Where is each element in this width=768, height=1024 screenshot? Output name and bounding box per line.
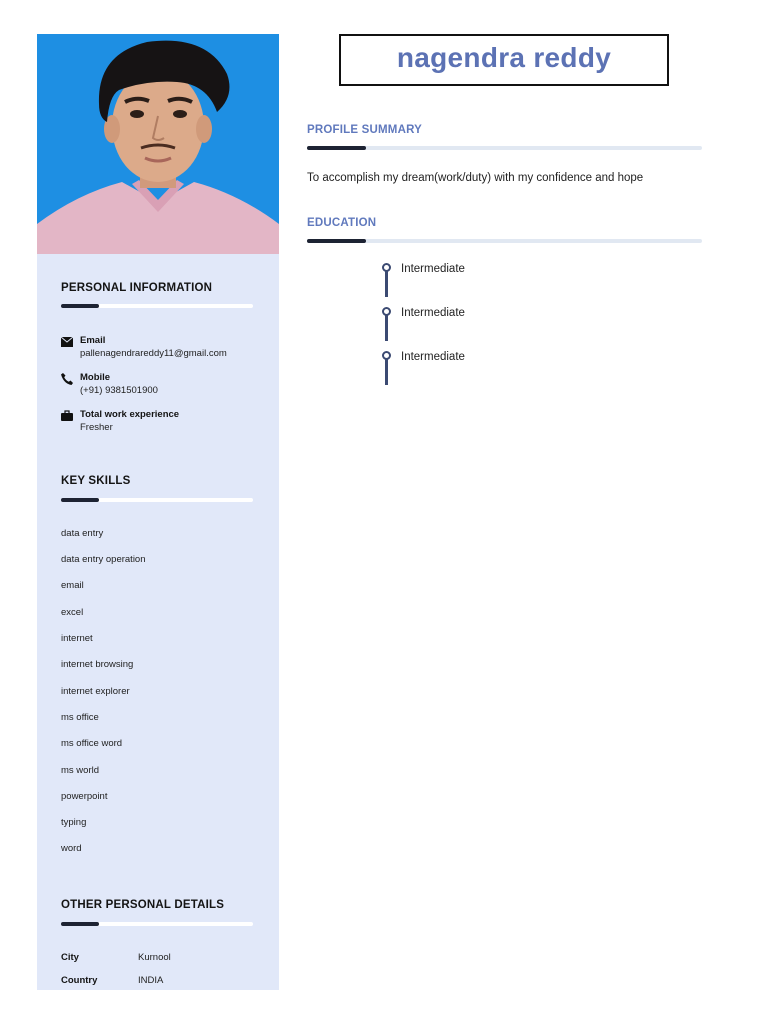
skill-item: excel [61,607,84,618]
education-item [380,351,580,387]
education-degree: Intermediate [401,263,465,275]
skill-item: email [61,580,84,591]
key-skills-title: KEY SKILLS [61,475,131,487]
skill-item: powerpoint [61,791,108,802]
profile-summary-title: PROFILE SUMMARY [307,124,423,136]
education-divider [307,239,702,243]
country-label: Country [61,975,98,986]
education-degree: Intermediate [401,307,465,319]
education-item [380,307,580,343]
sidebar [37,34,279,990]
profile-summary-divider [307,146,702,150]
key-skills-divider [61,498,253,502]
city-label: City [61,952,79,963]
skill-item: internet browsing [61,659,134,670]
profile-photo-image [37,34,279,254]
skill-item: ms office word [61,738,123,749]
candidate-name: nagendra reddy [396,42,612,73]
personal-info-divider [61,304,253,308]
briefcase-icon [61,410,73,422]
skill-item: word [61,843,82,854]
education-item [380,263,580,299]
other-details-divider [61,922,253,926]
profile-photo [37,34,279,254]
other-details-title: OTHER PERSONAL DETAILS [61,899,225,911]
profile-summary-text: To accomplish my dream(work/duty) with my confidence and hope [307,172,644,184]
name-header [339,34,669,86]
mobile-value[interactable]: (+91) 9381501900 [80,385,158,396]
city-value: Kurnool [138,952,171,963]
phone-icon [61,373,73,385]
skill-item: ms office [61,712,99,723]
skill-item: typing [61,817,87,828]
email-label: Email [80,335,106,346]
email-value[interactable]: pallenagendrareddy11@gmail.com [80,348,227,359]
country-value: INDIA [138,975,164,986]
timeline-dot-icon [382,351,391,360]
envelope-icon [61,336,73,348]
skill-item: data entry [61,528,104,539]
skill-item: internet [61,633,93,644]
skill-item: ms world [61,765,100,776]
mobile-label: Mobile [80,372,111,383]
education-degree: Intermediate [401,351,465,363]
experience-label: Total work experience [80,409,180,420]
timeline-dot-icon [382,307,391,316]
timeline-dot-icon [382,263,391,272]
personal-info-title: PERSONAL INFORMATION [61,282,213,294]
skill-item: data entry operation [61,554,146,565]
education-title: EDUCATION [307,217,377,229]
experience-value: Fresher [80,422,113,433]
skill-item: internet explorer [61,686,130,697]
